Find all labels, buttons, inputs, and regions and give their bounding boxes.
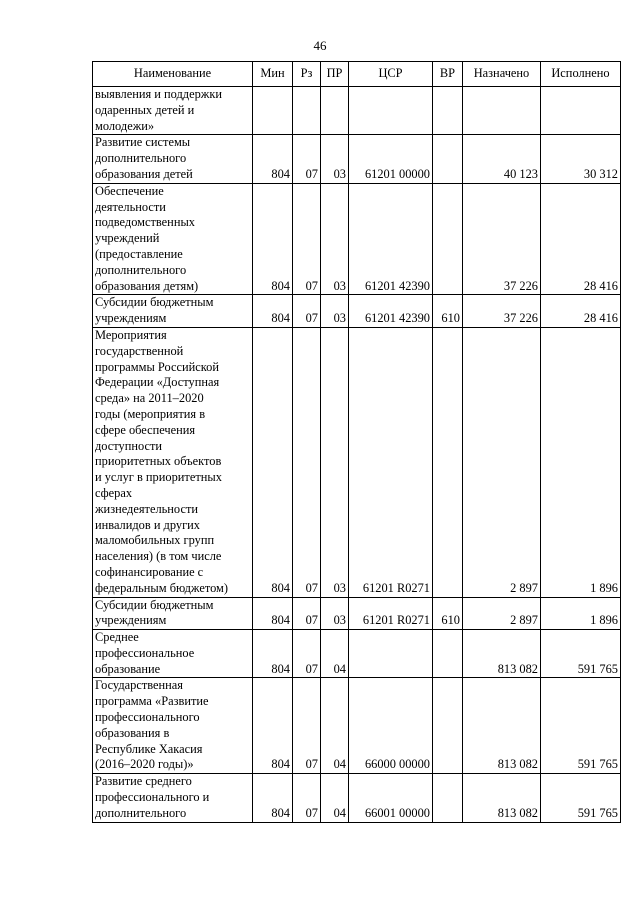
cell-assigned: 40 123 <box>463 135 541 183</box>
cell-csr: 66000 00000 <box>349 678 433 774</box>
cell-csr: 61201 42390 <box>349 183 433 295</box>
name-line: деятельности <box>95 199 166 214</box>
cell-name <box>93 87 253 135</box>
cell-name <box>93 183 253 295</box>
cell-executed <box>541 87 621 135</box>
cell-name <box>93 678 253 774</box>
name-line: Обеспечение <box>95 183 164 198</box>
cell-executed: 1 896 <box>541 597 621 630</box>
name-line: учреждений <box>95 231 160 246</box>
cell-vr <box>433 774 463 822</box>
budget-table <box>92 61 621 823</box>
cell-rz: 07 <box>293 678 321 774</box>
cell-vr <box>433 87 463 135</box>
cell-executed: 1 896 <box>541 327 621 597</box>
cell-executed: 30 312 <box>541 135 621 183</box>
cell-rz: 07 <box>293 774 321 822</box>
name-line: молодежи» <box>95 118 155 133</box>
cell-name <box>93 327 253 597</box>
name-line: Среднее <box>95 630 139 645</box>
cell-assigned: 813 082 <box>463 630 541 678</box>
cell-rz: 07 <box>293 135 321 183</box>
table-row <box>93 183 621 295</box>
cell-pr: 04 <box>321 630 349 678</box>
cell-pr: 04 <box>321 678 349 774</box>
cell-min: 804 <box>253 135 293 183</box>
name-line: государственной <box>95 343 184 358</box>
cell-rz: 07 <box>293 327 321 597</box>
cell-pr: 04 <box>321 774 349 822</box>
header-csr: ЦСР <box>349 62 433 87</box>
header-name: Наименование <box>93 62 253 87</box>
cell-min: 804 <box>253 678 293 774</box>
cell-executed: 591 765 <box>541 678 621 774</box>
cell-min: 804 <box>253 597 293 630</box>
name-line: профессиональное <box>95 645 195 660</box>
name-line: профессионального и <box>95 790 210 805</box>
header-vr: ВР <box>433 62 463 87</box>
cell-vr <box>433 678 463 774</box>
cell-csr: 61201 R0271 <box>349 597 433 630</box>
table-row <box>93 597 621 630</box>
cell-assigned <box>463 87 541 135</box>
cell-name <box>93 774 253 822</box>
cell-rz: 07 <box>293 295 321 328</box>
cell-min: 804 <box>253 327 293 597</box>
header-assigned: Назначено <box>463 62 541 87</box>
name-line: образования в <box>95 725 170 740</box>
name-line: жизнедеятельности <box>95 501 198 516</box>
cell-executed: 28 416 <box>541 183 621 295</box>
name-line: Развитие системы <box>95 135 191 150</box>
header-pr: ПР <box>321 62 349 87</box>
name-line: образования детей <box>95 166 193 181</box>
cell-csr <box>349 630 433 678</box>
name-line: Мероприятия <box>95 327 167 342</box>
name-line: сферах <box>95 485 133 500</box>
cell-name <box>93 630 253 678</box>
cell-min <box>253 87 293 135</box>
name-line: Государственная <box>95 678 183 693</box>
name-line: населения) (в том числе <box>95 549 222 564</box>
table-row <box>93 327 621 597</box>
cell-vr: 610 <box>433 597 463 630</box>
name-line: годы (мероприятия в <box>95 406 206 421</box>
table-row <box>93 630 621 678</box>
name-line: образования детям) <box>95 278 199 293</box>
table-row <box>93 774 621 822</box>
table-row <box>93 87 621 135</box>
cell-min: 804 <box>253 295 293 328</box>
cell-csr: 61201 R0271 <box>349 327 433 597</box>
cell-pr: 03 <box>321 135 349 183</box>
name-line: приоритетных объектов <box>95 454 222 469</box>
cell-executed: 591 765 <box>541 630 621 678</box>
cell-rz <box>293 87 321 135</box>
name-line: образование <box>95 661 161 676</box>
cell-pr: 03 <box>321 597 349 630</box>
cell-pr: 03 <box>321 183 349 295</box>
cell-csr <box>349 87 433 135</box>
name-line: программы Российской <box>95 359 219 374</box>
table-body <box>93 87 621 823</box>
name-line: Субсидии бюджетным <box>95 597 214 612</box>
cell-assigned: 813 082 <box>463 774 541 822</box>
cell-vr <box>433 135 463 183</box>
name-line: среда» на 2011–2020 <box>95 391 204 406</box>
name-line: сфере обеспечения <box>95 422 196 437</box>
page-number: 46 <box>313 38 327 53</box>
cell-executed: 591 765 <box>541 774 621 822</box>
name-line: учреждениям <box>95 613 167 628</box>
cell-csr: 61201 00000 <box>349 135 433 183</box>
cell-assigned: 2 897 <box>463 327 541 597</box>
cell-rz: 07 <box>293 630 321 678</box>
cell-min: 804 <box>253 774 293 822</box>
cell-rz: 07 <box>293 597 321 630</box>
cell-vr <box>433 183 463 295</box>
cell-pr: 03 <box>321 295 349 328</box>
cell-executed: 28 416 <box>541 295 621 328</box>
cell-vr: 610 <box>433 295 463 328</box>
cell-assigned: 37 226 <box>463 295 541 328</box>
name-line: инвалидов и других <box>95 517 200 532</box>
cell-name <box>93 295 253 328</box>
cell-pr: 03 <box>321 327 349 597</box>
name-line: Республике Хакасия <box>95 741 203 756</box>
name-line: (2016–2020 годы)» <box>95 757 194 772</box>
name-line: Субсидии бюджетным <box>95 295 214 310</box>
name-line: софинансирование с <box>95 564 204 579</box>
name-line: дополнительного <box>95 805 187 820</box>
table-header-row <box>93 62 621 87</box>
cell-name <box>93 135 253 183</box>
cell-name <box>93 597 253 630</box>
name-line: выявления и поддержки <box>95 87 223 101</box>
cell-assigned: 813 082 <box>463 678 541 774</box>
cell-vr <box>433 630 463 678</box>
header-rz: Рз <box>293 62 321 87</box>
name-line: федеральным бюджетом) <box>95 580 229 595</box>
table-row <box>93 295 621 328</box>
cell-pr <box>321 87 349 135</box>
name-line: (предоставление <box>95 246 183 261</box>
cell-rz: 07 <box>293 183 321 295</box>
name-line: и услуг в приоритетных <box>95 470 222 485</box>
header-executed: Исполнено <box>541 62 621 87</box>
cell-vr <box>433 327 463 597</box>
cell-assigned: 2 897 <box>463 597 541 630</box>
name-line: Федерации «Доступная <box>95 375 220 390</box>
name-line: Развитие среднего <box>95 774 192 789</box>
name-line: подведомственных <box>95 215 195 230</box>
name-line: учреждениям <box>95 311 167 326</box>
cell-min: 804 <box>253 183 293 295</box>
name-line: маломобильных групп <box>95 533 215 548</box>
cell-assigned: 37 226 <box>463 183 541 295</box>
name-line: одаренных детей и <box>95 102 195 117</box>
name-line: программа «Развитие <box>95 694 209 709</box>
name-line: дополнительного <box>95 262 187 277</box>
cell-min: 804 <box>253 630 293 678</box>
header-min: Мин <box>253 62 293 87</box>
table-row <box>93 135 621 183</box>
cell-csr: 66001 00000 <box>349 774 433 822</box>
table-row <box>93 678 621 774</box>
cell-csr: 61201 42390 <box>349 295 433 328</box>
name-line: профессионального <box>95 710 200 725</box>
name-line: дополнительного <box>95 151 187 166</box>
name-line: доступности <box>95 438 163 453</box>
